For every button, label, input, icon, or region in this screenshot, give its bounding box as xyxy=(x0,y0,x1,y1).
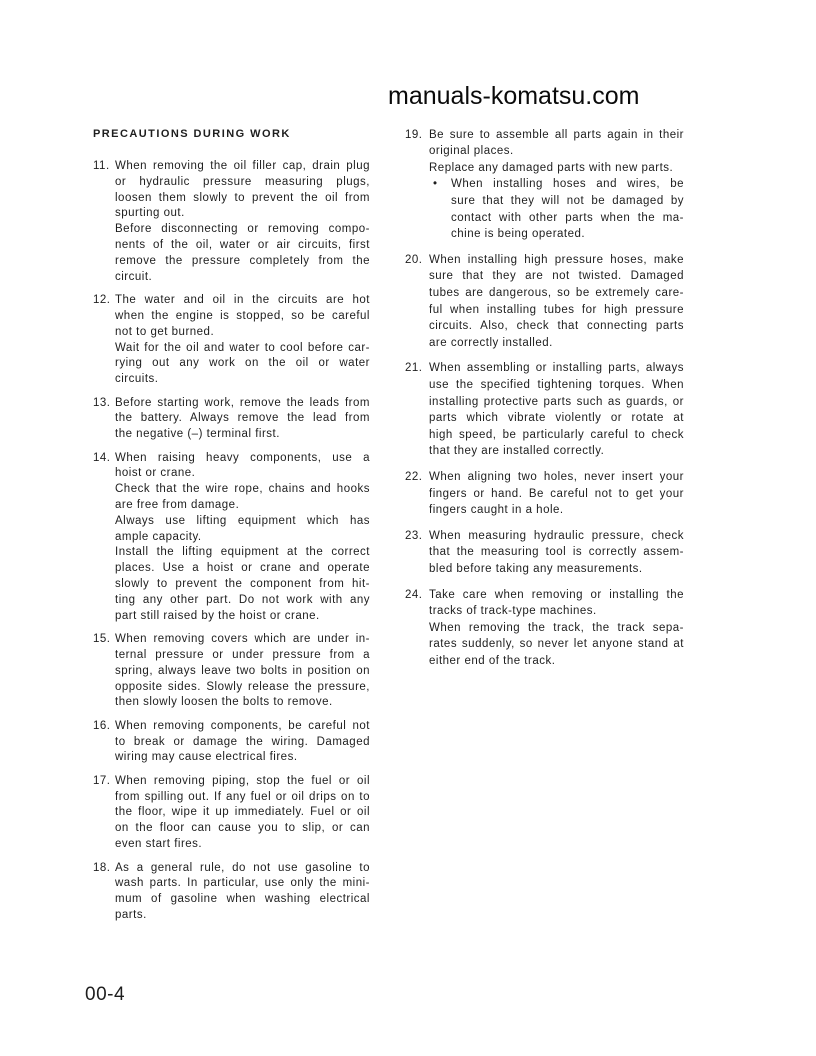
text-line: either end of the track. xyxy=(429,654,556,667)
item-number: 24. xyxy=(405,588,423,601)
text-line: Before starting work, remove the leads from xyxy=(115,396,370,409)
text-line: Replace any damaged parts with new parts. xyxy=(429,161,674,174)
text-line: opposite sides. Slowly release the pressure, xyxy=(115,680,370,693)
item-number: 22. xyxy=(405,470,423,483)
paragraph xyxy=(429,469,684,519)
numbered-item xyxy=(405,587,684,670)
item-number: 20. xyxy=(405,253,423,266)
text-line: remove the pressure completely from the xyxy=(115,254,370,267)
numbered-item xyxy=(405,528,684,578)
numbered-item xyxy=(405,469,684,519)
numbered-item xyxy=(93,451,370,625)
text-line: on the floor can cause you to slip, or can xyxy=(115,822,370,835)
numbered-item xyxy=(405,360,684,460)
text-line: When assembling or installing parts, always xyxy=(429,362,684,375)
text-line: installing protective parts such as guards, or xyxy=(429,395,684,408)
text-line: not to get burned. xyxy=(115,325,215,338)
left-item-list xyxy=(93,159,370,924)
text-line: are free from damage. xyxy=(115,499,240,512)
text-line: that they are installed correctly. xyxy=(429,445,605,458)
item-text xyxy=(115,159,370,285)
item-text xyxy=(429,360,684,460)
item-number: 21. xyxy=(405,362,423,375)
paragraph xyxy=(429,620,684,670)
paragraph xyxy=(115,451,370,483)
text-line: spurting out. xyxy=(115,207,185,220)
text-line: When removing covers which are under in- xyxy=(115,633,370,646)
text-line: fingers caught in a hole. xyxy=(429,504,564,517)
paragraph xyxy=(115,222,370,285)
paragraph xyxy=(115,396,370,443)
text-line: parts. xyxy=(115,908,147,921)
text-line: sure that they are not twisted. Damaged xyxy=(429,270,684,283)
numbered-item xyxy=(93,861,370,924)
text-line: part still raised by the hoist or crane. xyxy=(115,609,320,622)
text-line: nents of the oil, water or air circuits, first xyxy=(115,239,370,252)
paragraph xyxy=(115,482,370,514)
item-text xyxy=(429,469,684,519)
text-line: When raising heavy components, use a xyxy=(115,451,370,464)
paragraph xyxy=(115,341,370,388)
paragraph xyxy=(115,774,370,853)
text-line: hoist or crane. xyxy=(115,467,196,480)
item-number: 14. xyxy=(93,451,111,464)
paragraph xyxy=(429,528,684,578)
text-line: rates suddenly, so never let anyone stand at xyxy=(429,638,684,651)
item-number: 13. xyxy=(93,396,111,409)
bullet-marker: • xyxy=(433,178,438,191)
paragraph xyxy=(429,160,684,177)
text-line: Take care when removing or installing the xyxy=(429,588,684,601)
text-line: When removing the oil filler cap, drain plug xyxy=(115,160,370,173)
text-line: original places. xyxy=(429,145,514,158)
text-line: are correctly installed. xyxy=(429,336,553,349)
text-line: As a general rule, do not use gasoline to xyxy=(115,861,370,874)
watermark-text: manuals-komatsu.com xyxy=(388,82,640,110)
right-item-list xyxy=(405,127,684,670)
text-line: or hydraulic pressure measuring plugs, xyxy=(115,175,370,188)
text-line: ample capacity. xyxy=(115,530,202,543)
item-text xyxy=(429,587,684,670)
text-line: slowly to prevent the component from hit- xyxy=(115,578,370,591)
text-line: then slowly loosen the bolts to remove. xyxy=(115,696,333,709)
item-number: 15. xyxy=(93,633,111,646)
paragraph xyxy=(429,127,684,160)
item-number: 16. xyxy=(93,719,111,732)
item-text xyxy=(115,293,370,388)
numbered-item xyxy=(93,159,370,285)
text-line: high speed, be particularly careful to check xyxy=(429,428,684,441)
bullet-paragraph xyxy=(433,176,684,242)
text-line: chine is being operated. xyxy=(451,228,586,241)
text-line: places. Use a hoist or crane and operate xyxy=(115,562,370,575)
item-text xyxy=(115,861,370,924)
text-line: the floor, wipe it up immediately. Fuel or oil xyxy=(115,806,370,819)
item-number: 19. xyxy=(405,128,423,141)
text-line: Install the lifting equipment at the correct xyxy=(115,546,370,559)
numbered-item xyxy=(405,252,684,352)
numbered-item xyxy=(93,719,370,766)
item-text xyxy=(115,774,370,853)
text-line: wash parts. In particular, use only the mini- xyxy=(115,877,370,890)
text-line: circuit. xyxy=(115,270,153,283)
text-line: use the specified tightening torques. When xyxy=(429,379,684,391)
section-heading: PRECAUTIONS DURING WORK xyxy=(93,128,291,141)
text-line: that the measuring tool is correctly assem- xyxy=(429,546,684,559)
text-line: to break or damage the wiring. Damaged xyxy=(115,735,370,748)
text-line: When removing components, be careful not xyxy=(115,719,370,732)
text-line: when the engine is stopped, so be careful xyxy=(115,309,370,322)
text-line: When installing hoses and wires, be xyxy=(451,178,684,191)
text-line: When aligning two holes, never insert your xyxy=(429,470,684,483)
text-line: When installing high pressure hoses, make xyxy=(429,253,684,266)
right-column xyxy=(405,127,684,670)
text-line: the battery. Always remove the lead from xyxy=(115,412,370,425)
paragraph xyxy=(115,719,370,766)
numbered-item xyxy=(93,774,370,853)
item-text xyxy=(115,719,370,766)
text-line: The water and oil in the circuits are hot xyxy=(115,294,370,307)
text-line: tubes are dangerous, so be extremely care- xyxy=(429,287,684,300)
paragraph xyxy=(429,360,684,460)
text-line: rying out any work on the oil or water xyxy=(115,357,370,370)
text-line: the negative (–) terminal first. xyxy=(115,428,280,441)
paragraph xyxy=(115,545,370,624)
text-line: ful when installing tubes for high pressure xyxy=(429,303,684,316)
text-line: When removing piping, stop the fuel or oil xyxy=(115,774,370,787)
item-number: 18. xyxy=(93,861,111,874)
paragraph xyxy=(429,587,684,620)
numbered-item xyxy=(405,127,684,243)
paragraph xyxy=(115,861,370,924)
text-line: wiring may cause electrical fires. xyxy=(115,751,298,764)
numbered-item xyxy=(93,396,370,443)
text-line: sure that they will not be damaged by xyxy=(451,195,684,208)
paragraph xyxy=(429,252,684,352)
paragraph xyxy=(115,514,370,546)
text-line: loosen them slowly to prevent the oil from xyxy=(115,191,370,204)
item-text xyxy=(429,528,684,578)
text-line: fingers or hand. Be careful not to get your xyxy=(429,487,684,500)
paragraph xyxy=(115,293,370,340)
item-text xyxy=(115,451,370,625)
text-line: Always use lifting equipment which has xyxy=(115,514,370,527)
item-number: 23. xyxy=(405,529,423,542)
text-line: Wait for the oil and water to cool before car- xyxy=(115,341,370,354)
text-line: circuits. xyxy=(115,373,159,386)
page-number: 00-4 xyxy=(85,984,126,1005)
text-line: Be sure to assemble all parts again in their xyxy=(429,128,684,141)
text-line: ting any other part. Do not work with any xyxy=(115,593,370,606)
text-line: When measuring hydraulic pressure, check xyxy=(429,529,684,542)
text-line: contact with other parts when the ma- xyxy=(451,211,684,224)
text-line: even start fires. xyxy=(115,838,203,851)
text-line: spring, always leave two bolts in position on xyxy=(115,664,370,677)
left-column xyxy=(93,127,370,924)
item-number: 12. xyxy=(93,294,111,307)
paragraph xyxy=(115,159,370,222)
text-line: circuits. Also, check that connecting parts xyxy=(429,320,684,333)
text-line: from spilling out. If any fuel or oil drips on to xyxy=(115,790,370,803)
text-line: ternal pressure or under pressure from a xyxy=(115,648,370,661)
paragraph xyxy=(115,632,370,711)
text-line: tracks of track-type machines. xyxy=(429,605,597,618)
item-number: 17. xyxy=(93,774,111,787)
item-text xyxy=(115,396,370,443)
item-text xyxy=(429,127,684,243)
item-text xyxy=(429,252,684,352)
text-line: When removing the track, the track sepa- xyxy=(429,621,684,634)
text-line: bled before taking any measurements. xyxy=(429,562,643,575)
numbered-item xyxy=(93,293,370,388)
text-line: Before disconnecting or removing compo- xyxy=(115,223,370,236)
text-line: Check that the wire rope, chains and hooks xyxy=(115,483,370,496)
item-number: 11. xyxy=(93,160,110,173)
text-line: parts which vibrate violently or rotate at xyxy=(429,412,684,425)
numbered-item xyxy=(93,632,370,711)
text-line: mum of gasoline when washing electrical xyxy=(115,893,370,906)
item-text xyxy=(115,632,370,711)
